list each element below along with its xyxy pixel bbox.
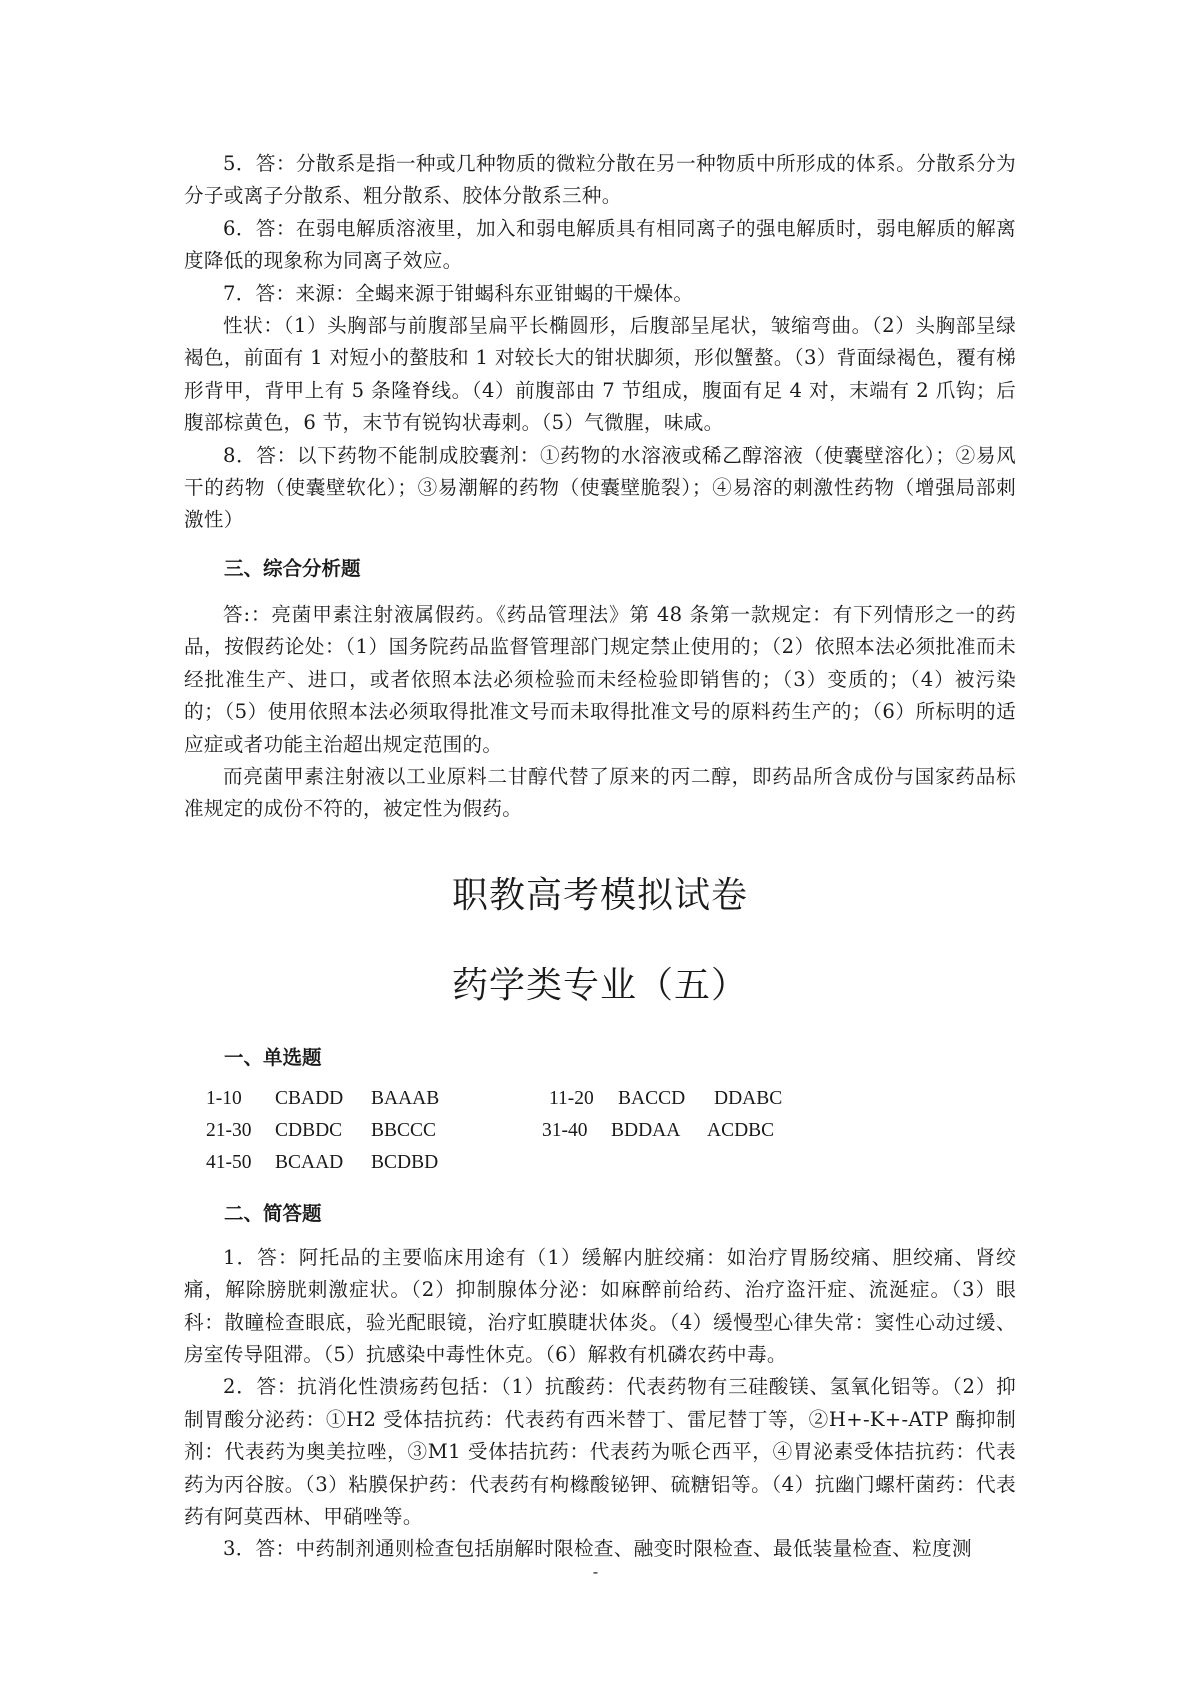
section-heading-mcq: 一、单选题 (224, 1045, 322, 1069)
short-answer-3: 3．答：中药制剂通则检查包括崩解时限检查、融变时限检查、最低装量检查、粒度测 (223, 1537, 972, 1561)
exam-subtitle: 药学类专业（五） (451, 964, 748, 1006)
answer-row (206, 1152, 438, 1174)
mcq-answer-grid (184, 1088, 1016, 1184)
section-heading-short-answer: 二、简答题 (224, 1201, 322, 1225)
answer-row (206, 1120, 436, 1142)
analysis-paragraph: 而亮菌甲素注射液以工业原料二甘醇代替了原来的丙二醇，即药品所含成份与国家药品标准规定的成份不符的，被定性为假药。 (184, 764, 1016, 821)
answer-group: BBCCC (371, 1119, 437, 1141)
answer-group: BCAAD (275, 1151, 344, 1173)
analysis-paragraph: 答:：亮菌甲素注射液属假药。《药品管理法》第 48 条第一款规定：有下列情形之一的药品，按假药论处：（1）国务院药品监督管理部门规定禁止使用的；（2）依照本法必须批准而未经批准生产、进口，或者依照本法必须检验而未经检验即销售的；（3）变质的；（4）被污染的；（5）使用依照本法必须取得批准文号而未取得批准文号的原料药生产的；（6）所标明的适应症或者功能主治超出规定范围的。 (184, 602, 1016, 756)
short-answer-2: 2．答：抗消化性溃疡药包括：（1）抗酸药：代表药物有三硅酸镁、氢氧化铝等。（2）抑制胃酸分泌药：①H2 受体拮抗药：代表药有西米替丁、雷尼替丁等，②H+-K+-ATP 酶抑制剂：代表药为奥美拉唑，③M1 受体拮抗药：代表药为哌仑西平，④胃泌素受体拮抗药：代表药为丙谷胺。（3）粘膜保护药：代表药有枸橼酸铋钾、硫糖铝等。（4）抗幽门螺杆菌药：代表药有阿莫西林、甲硝唑等。 (184, 1375, 1016, 1528)
answer-row (549, 1088, 782, 1110)
page-footer: - (592, 1562, 599, 1581)
answer-range: 31-40 (542, 1119, 588, 1141)
answer-6: 6．答：在弱电解质溶液里，加入和弱电解质具有相同离子的强电解质时，弱电解质的解离度降低的现象称为同离子效应。 (184, 216, 1016, 273)
answer-group: DDABC (714, 1087, 783, 1109)
answer-group: CDBDC (275, 1119, 343, 1141)
section-heading-analysis: 三、综合分析题 (224, 556, 361, 580)
exam-title: 职教高考模拟试卷 (451, 874, 748, 916)
answer-group: BACCD (618, 1087, 686, 1109)
answer-range: 21-30 (206, 1119, 252, 1141)
answer-group: CBADD (275, 1087, 344, 1109)
answer-range: 41-50 (206, 1151, 252, 1173)
answer-row (542, 1120, 774, 1142)
answer-group: BCDBD (371, 1151, 439, 1173)
short-answer-1: 1．答：阿托品的主要临床用途有（1）缓解内脏绞痛：如治疗胃肠绞痛、胆绞痛、肾绞痛，解除膀胱刺激症状。（2）抑制腺体分泌：如麻醉前给药、治疗盗汗症、流涎症。（3）眼科：散瞳检查眼底，验光配眼镜，治疗虹膜睫状体炎。（4）缓慢型心律失常：窦性心动过缓、房室传导阻滞。（5）抗感染中毒性休克。（6）解救有机磷农药中毒。 (184, 1245, 1016, 1366)
answer-7-properties: 性状：（1）头胸部与前腹部呈扁平长椭圆形，后腹部呈尾状，皱缩弯曲。（2）头胸部呈绿褐色，前面有 1 对短小的螯肢和 1 对较长大的钳状脚须，形似蟹螯。（3）背面绿褐色，覆有梯形背甲，背甲上有 5 条隆脊线。（4）前腹部由 7 节组成，腹面有足 4 对，末端有 2 爪钩；后腹部棕黄色，6 节，末节有锐钩状毒刺。（5）气微腥，味咸。 (184, 314, 1016, 435)
answer-group: BAAAB (371, 1087, 440, 1109)
answer-7: 7．答：来源：全蝎来源于钳蝎科东亚钳蝎的干燥体。 (223, 281, 694, 305)
answer-8: 8．答：以下药物不能制成胶囊剂：①药物的水溶液或稀乙醇溶液（使囊壁溶化）；②易风干的药物（使囊壁软化）；③易潮解的药物（使囊壁脆裂）；④易溶的刺激性药物（增强局部刺激性） (184, 443, 1016, 532)
answer-5: 5．答：分散系是指一种或几种物质的微粒分散在另一种物质中所形成的体系。分散系分为分子或离子分散系、粗分散系、胶体分散系三种。 (184, 152, 1016, 208)
answer-row (206, 1088, 439, 1110)
page-content (184, 148, 1016, 1566)
answer-range: 1-10 (206, 1087, 242, 1109)
answer-range: 11-20 (549, 1087, 594, 1109)
answer-group: ACDBC (707, 1119, 775, 1141)
answer-group: BDDAA (611, 1119, 681, 1141)
